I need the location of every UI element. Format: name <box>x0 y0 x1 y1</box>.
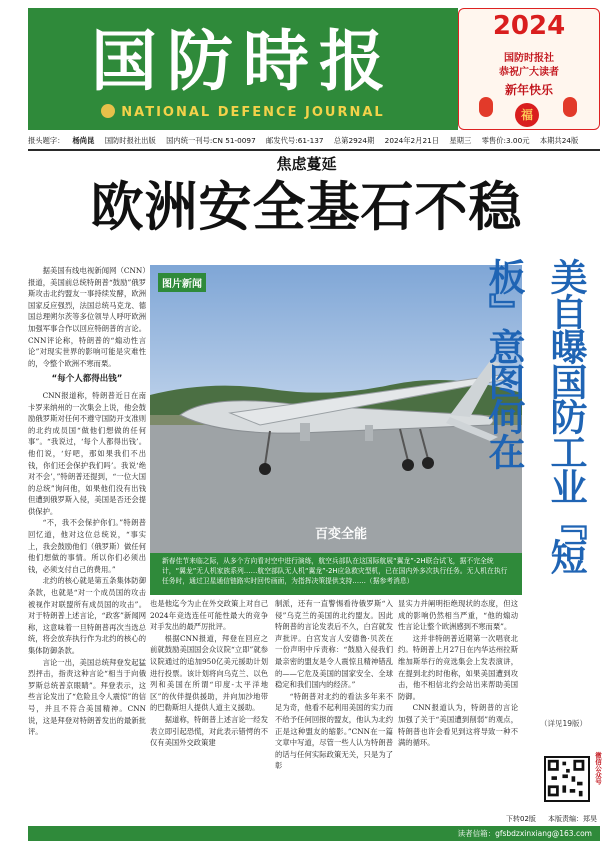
festive-line-1: 国防时报社 <box>504 53 554 64</box>
photo-title: 百变全能 <box>315 527 368 542</box>
page-footer <box>28 812 600 826</box>
logo-icon <box>101 104 115 118</box>
festive-year: 2024 <box>492 11 566 41</box>
post-code: 邮发代号:61-137 <box>266 136 324 145</box>
article-subheading: “每个人都得出钱” <box>51 374 123 385</box>
paragraph: CNN报道称，特朗普近日在南卡罗来纳州的一次集会上说，他会鼓励俄罗斯对任何不遵守国防开支准则的北约成员国“做他们想做的任何事”。“我说过，‘每个人都得出钱’。他们说，‘好吧，那如果我们不出钱，你们还会保护我们吗’。我说‘绝对不会’，”特朗普还提到，“一位大国的总统”询问他，如果他们没有出钱但遭到俄罗斯入侵，美国是否还会提供保护。 <box>28 390 146 516</box>
headline-kicker: 焦虑蔓延 <box>276 155 337 173</box>
title-label: 报头题字： <box>28 136 65 145</box>
paragraph: 也是他迄今为止在外交政策上对自己2024年竞选连任可能性最大的竞争对手发出的最严厉批评。 <box>150 599 268 632</box>
photo-news-label: 图片新闻 <box>158 273 206 292</box>
article-column-1 <box>28 265 146 835</box>
qr-label: 微信公众号 <box>594 752 602 785</box>
masthead <box>28 8 458 130</box>
price: 零售价:3.00元 <box>481 136 530 145</box>
continued-on: 下转02版 <box>506 815 536 823</box>
article-column-4 <box>398 598 518 828</box>
qr-code-icon[interactable] <box>544 756 590 802</box>
title-calligraphy-credit <box>28 136 94 145</box>
festive-line-3: 新年快乐 <box>504 83 553 97</box>
reader-mailbox: 读者信箱：gfsbdzxinxiang@163.com <box>28 826 600 841</box>
lantern-icon <box>479 97 493 117</box>
fu-character: 福 <box>515 103 539 127</box>
newspaper-title: 国防時报 <box>91 22 395 100</box>
cn-number: 国内统一刊号:CN 51-0097 <box>166 136 256 145</box>
paragraph: “特朗普对北约的看法多年来不足为奇，他看不起利用美国的实力而不给予任何回报的盟友，他认为北约正是这种盟友的缩影。”CNN在一篇文章中写道，尽管一些人认为特朗普的话与任何实际政策无关，只是为了彰 <box>275 691 393 771</box>
subtitle-text: NATIONAL DEFENCE JOURNAL <box>121 105 385 120</box>
lantern-icon <box>563 97 577 117</box>
paragraph: 这并非特朗普近期第一次唱衰北约。特朗普上月27日在内华达州拉斯维加斯举行的竞选集会上发表演讲，在提到北约时他称，如果美国遭到攻击，他不相信北约会站出来帮助美国防御。 <box>398 633 518 701</box>
weekday: 星期三 <box>449 136 472 145</box>
issue-total: 总第2924期 <box>333 136 375 145</box>
drone-photo-illustration <box>150 265 522 553</box>
paragraph: 北约的核心就是第五条集体防御条款，也就是“对一个成员国的攻击被视作对联盟所有成员国的攻击”。对于特朗普上述言论，“政客”新闻网称，这意味着一旦特朗普再次当选总统，将会放弃执行作为北约的核心的集体防御条款。 <box>28 576 146 655</box>
paragraph: 制派，还有一直警惕看待俄罗斯“入侵”乌克兰的美国的北约盟友。因此特朗普的言论发表后不久，白宫就发声批评。白宫发言人安德鲁·贝茨在一份声明中斥责称：“鼓励入侵我们最亲密的盟友是令人震惊且精神错乱的——它危及美国的国家安全、全球稳定和我们国内的经济。” <box>275 599 393 690</box>
publication-info-bar <box>28 131 600 151</box>
paragraph: 言论一出，美国总统拜登发起猛烈抨击，指责这种言论“相当于向俄罗斯总统普京眼睛”。拜登表示，这些言论发出了“危险且令人震惊”的信号，并且不符合美国精神。CNN说，这是拜登对特朗普发出的最新批评。 <box>28 657 146 737</box>
title-author: 杨尚昆 <box>72 136 95 145</box>
main-headline: 欧洲安全基石不稳 <box>90 177 523 238</box>
publisher: 国防时报社出版 <box>104 136 156 145</box>
side-headline-note: （详见19版） <box>540 719 588 728</box>
photo-caption: 新春佳节来临之际，从多个方向看对空中进行演练，航空兵部队在这国际航展“翼龙”-2H联合试飞，据不完全统计，“翼龙”无人机家族系列……航空部队无人机“翼龙”-2H应急救灾型机，已在国内外多次执行任务。无人机在执行任务时，通过卫星通信链路实时回传画面，为指挥决策提供支持……（据参考消息） <box>150 553 522 595</box>
paragraph: 据道称，特朗普上述言论一经发表立即引起恐慌，对此表示错愕的不仅有美国外交政策建 <box>150 714 268 748</box>
paragraph: 据美国有线电视新闻网（CNN）报道，美国前总统特朗普“鼓励”俄罗斯攻击北约盟友一事持续发酵，欧洲国家反应强烈，法国总统马克龙、德国总理朔尔茨等多位领导人呼吁欧洲加强军事合作以回应特朗普的言论。CNN评论称，特朗普的“煽动性言论”对现实世界的影响可能是灾难性的，令整个欧洲不寒而栗。 <box>28 266 146 368</box>
paragraph: 显实力并阐明拒绝现状的态度，但这成的影响仍然相当严重，“他的煽动性言论让整个欧洲感到不寒而栗”。 <box>398 599 518 632</box>
paragraph: CNN报道认为，特朗普的言论加强了关于“美国遭到削弱”的观点，特朗普也许会看见到这将导致一种不满的循环。 <box>398 703 518 748</box>
paragraph: “不，我不会保护你们。”特朗普回忆道，他对这位总统说，“事实上，我会鼓励他们（俄罗斯）做任何他们想做的事情。所以你们必须出钱，必须支付自己的费用。” <box>28 518 146 574</box>
festive-line-2: 恭祝广大读者 <box>499 67 559 78</box>
page-count: 本期共24版 <box>539 136 579 145</box>
side-headline: 美自曝国防工业『短板』意图何在 <box>482 258 587 573</box>
article-column-3 <box>275 598 393 828</box>
festive-greeting <box>458 8 600 130</box>
article-column-2 <box>150 598 268 828</box>
issue-date: 2024年2月21日 <box>384 136 440 145</box>
paragraph: 根据CNN报道，拜登在回应之前就鼓励美国国会众议院“立即”就参议院通过的追加950亿美元援助计划进行投票。该计划将向乌克兰、以色列和美国在所谓“印度-太平洋地区”的伙伴提供援助，并向加沙地带的巴勒斯坦人提供人道主义援助。 <box>150 633 268 713</box>
newspaper-subtitle <box>28 104 458 120</box>
page-editor: 本版责编：郑昊 <box>548 815 597 823</box>
news-photo <box>150 265 522 553</box>
